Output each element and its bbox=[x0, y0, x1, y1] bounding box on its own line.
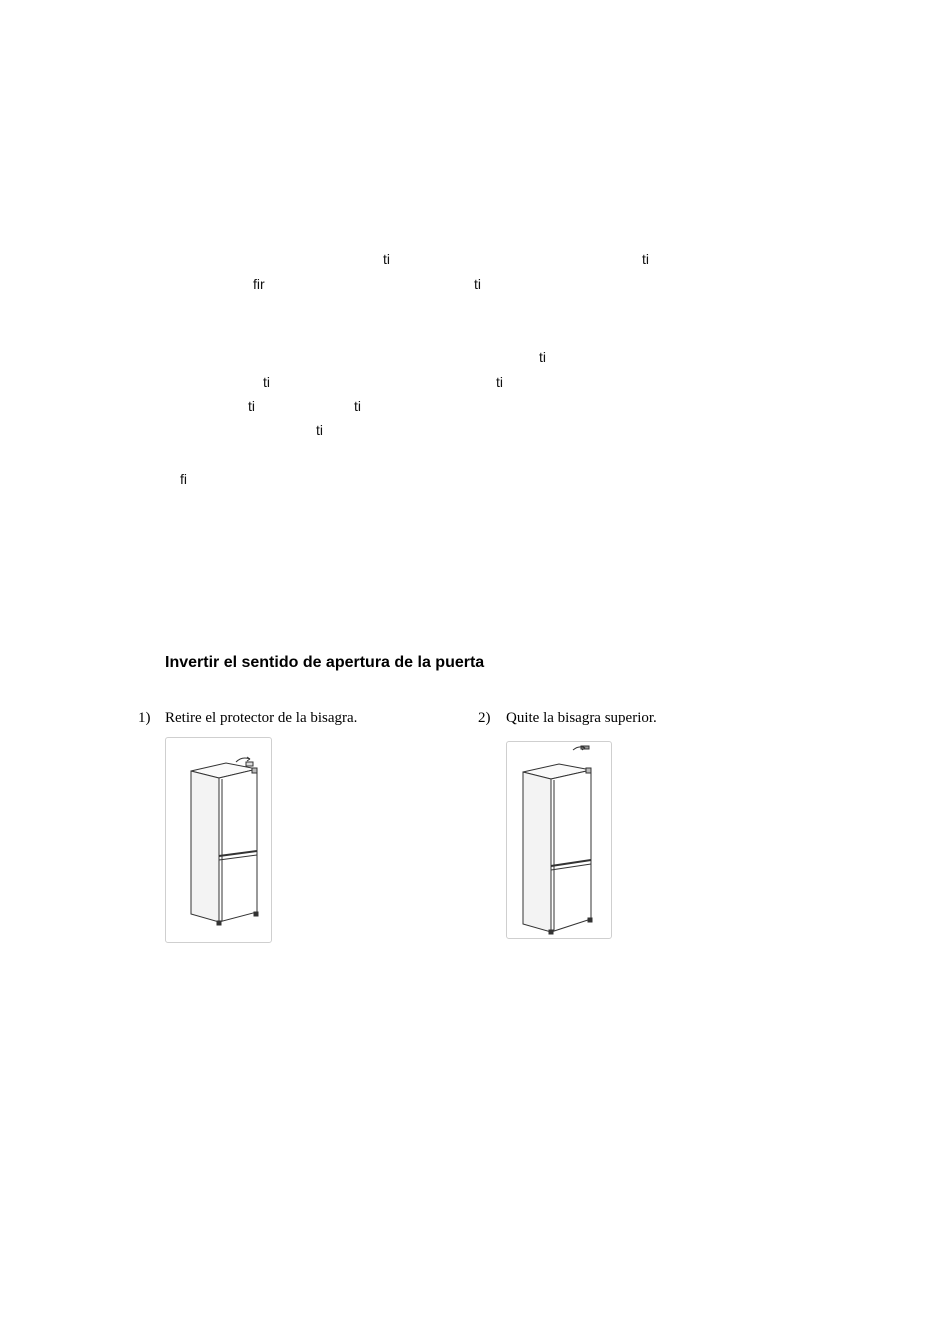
ligature-fragment: fir bbox=[253, 276, 265, 292]
step-2-text: Quite la bisagra superior. bbox=[506, 710, 657, 726]
step-1-text: Retire el protector de la bisagra. bbox=[165, 710, 358, 726]
ligature-fragment: ti bbox=[248, 398, 255, 414]
fridge-illustration-hinge-cover bbox=[165, 737, 272, 943]
ligature-fragment: fi bbox=[180, 471, 187, 487]
section-heading: Invertir el sentido de apertura de la puerta bbox=[165, 654, 485, 671]
step-1-number: 1) bbox=[138, 710, 151, 726]
ligature-fragment: ti bbox=[642, 251, 649, 267]
ligature-fragment: ti bbox=[263, 374, 270, 390]
ligature-fragment: ti bbox=[316, 422, 323, 438]
ligature-fragment: ti bbox=[354, 398, 361, 414]
ligature-fragment: ti bbox=[496, 374, 503, 390]
ligature-fragment: ti bbox=[539, 349, 546, 365]
fridge-illustration-top-hinge bbox=[506, 741, 612, 939]
ligature-fragment: ti bbox=[474, 276, 481, 292]
step-2-number: 2) bbox=[478, 710, 491, 726]
ligature-fragment: ti bbox=[383, 251, 390, 267]
